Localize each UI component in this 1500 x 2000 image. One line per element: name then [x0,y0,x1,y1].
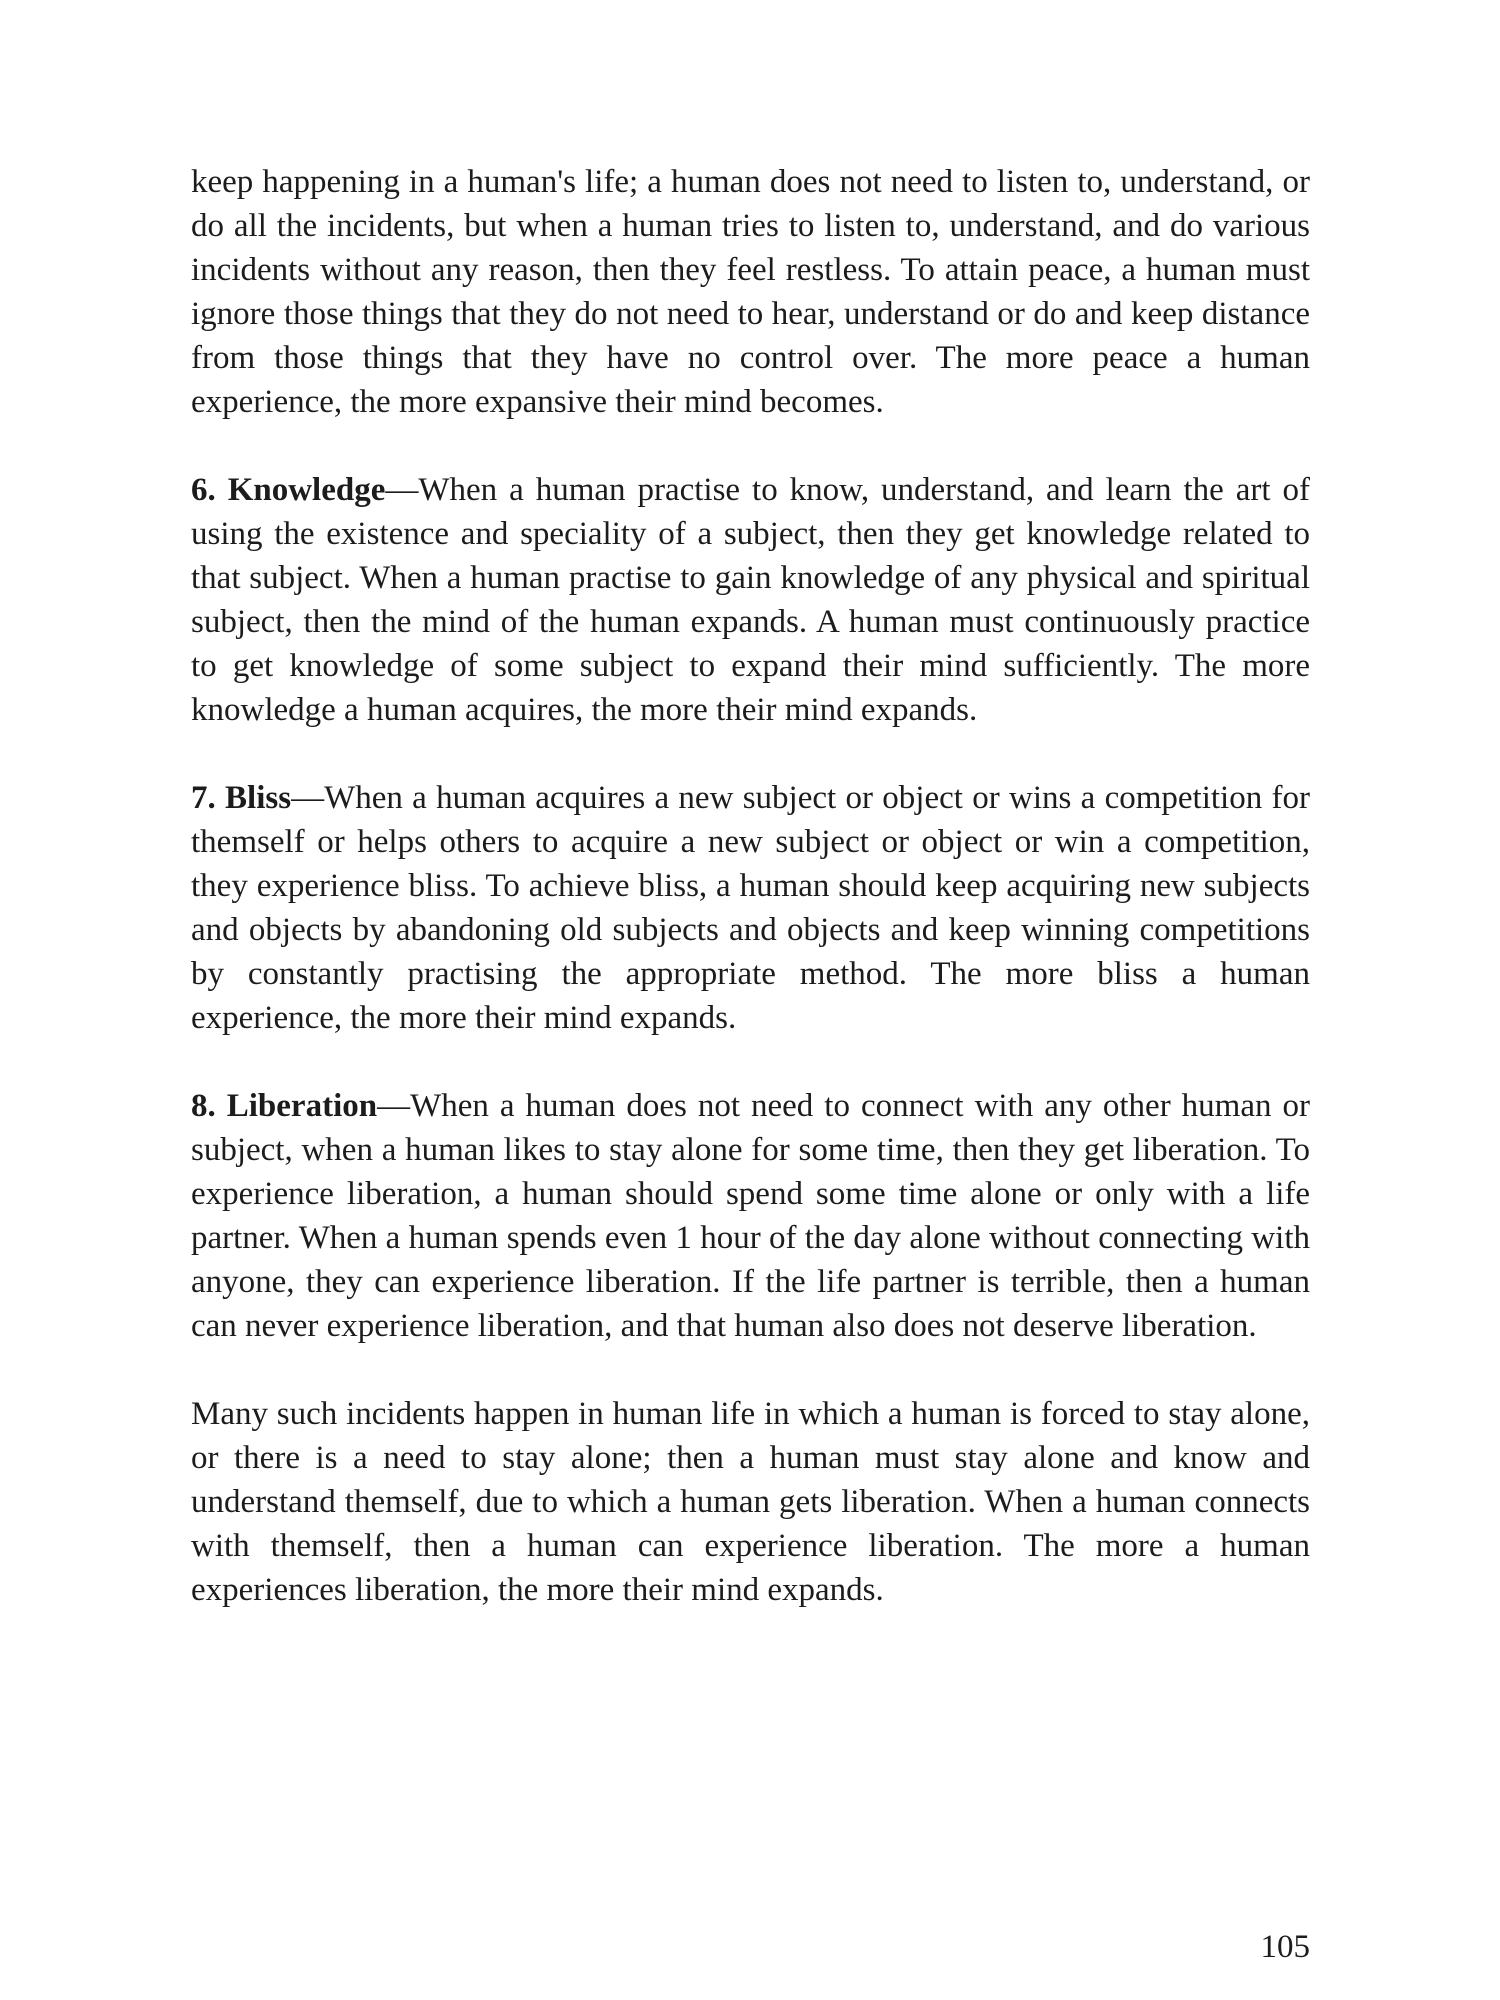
page-number: 105 [1260,1929,1310,1965]
paragraph-bliss [191,776,1310,1040]
bliss-heading: 7. Bliss [191,780,292,816]
paragraph-peace-continuation: keep happening in a human's life; a human does not need to listen to, understand, or do all the incidents, but when a human tries to listen to, understand, and do various incidents without any reason, then they feel restless. To attain peace, a human must ignore those things that they do not need to hear, understand or do and keep distance from those things that they have no control over. The more peace a human experience, the more expansive their mind becomes. [191,164,1310,420]
paragraph-liberation [191,1084,1310,1348]
paragraph-knowledge [191,468,1310,732]
knowledge-text: —When a human practise to know, understand, and learn the art of using the existence and speciality of a subject, then they get knowledge related to that subject. When a human practise to gain knowledge of any physical and spiritual subject, then the mind of the human expands. A human must continuously practice to get knowledge of some subject to expand their mind sufficiently. The more knowledge a human acquires, the more their mind expands. [191,472,1310,728]
liberation-heading: 8. Liberation [191,1088,378,1124]
bliss-text: —When a human acquires a new subject or object or wins a competition for themself or helps others to acquire a new subject or object or win a competition, they experience bliss. To achieve bliss, a human should keep acquiring new subjects and objects by abandoning old subjects and objects and keep winning competitions by constantly practising the appropriate method. The more bliss a human experience, the more their mind expands. [191,780,1310,1036]
liberation-text: —When a human does not need to connect with any other human or subject, when a human likes to stay alone for some time, then they get liberation. To experience liberation, a human should spend some time alone or only with a life partner. When a human spends even 1 hour of the day alone without connecting with anyone, they can experience liberation. If the life partner is terrible, then a human can never experience liberation, and that human also does not deserve liberation. [191,1088,1310,1344]
page-body [191,160,1310,1612]
knowledge-heading: 6. Knowledge [191,472,386,508]
paragraph-closing: Many such incidents happen in human life in which a human is forced to stay alone, or there is a need to stay alone; then a human must stay alone and know and understand themself, due to which a human gets liberation. When a human connects with themself, then a human can experience liberation. The more a human experiences liberation, the more their mind expands. [191,1396,1310,1608]
